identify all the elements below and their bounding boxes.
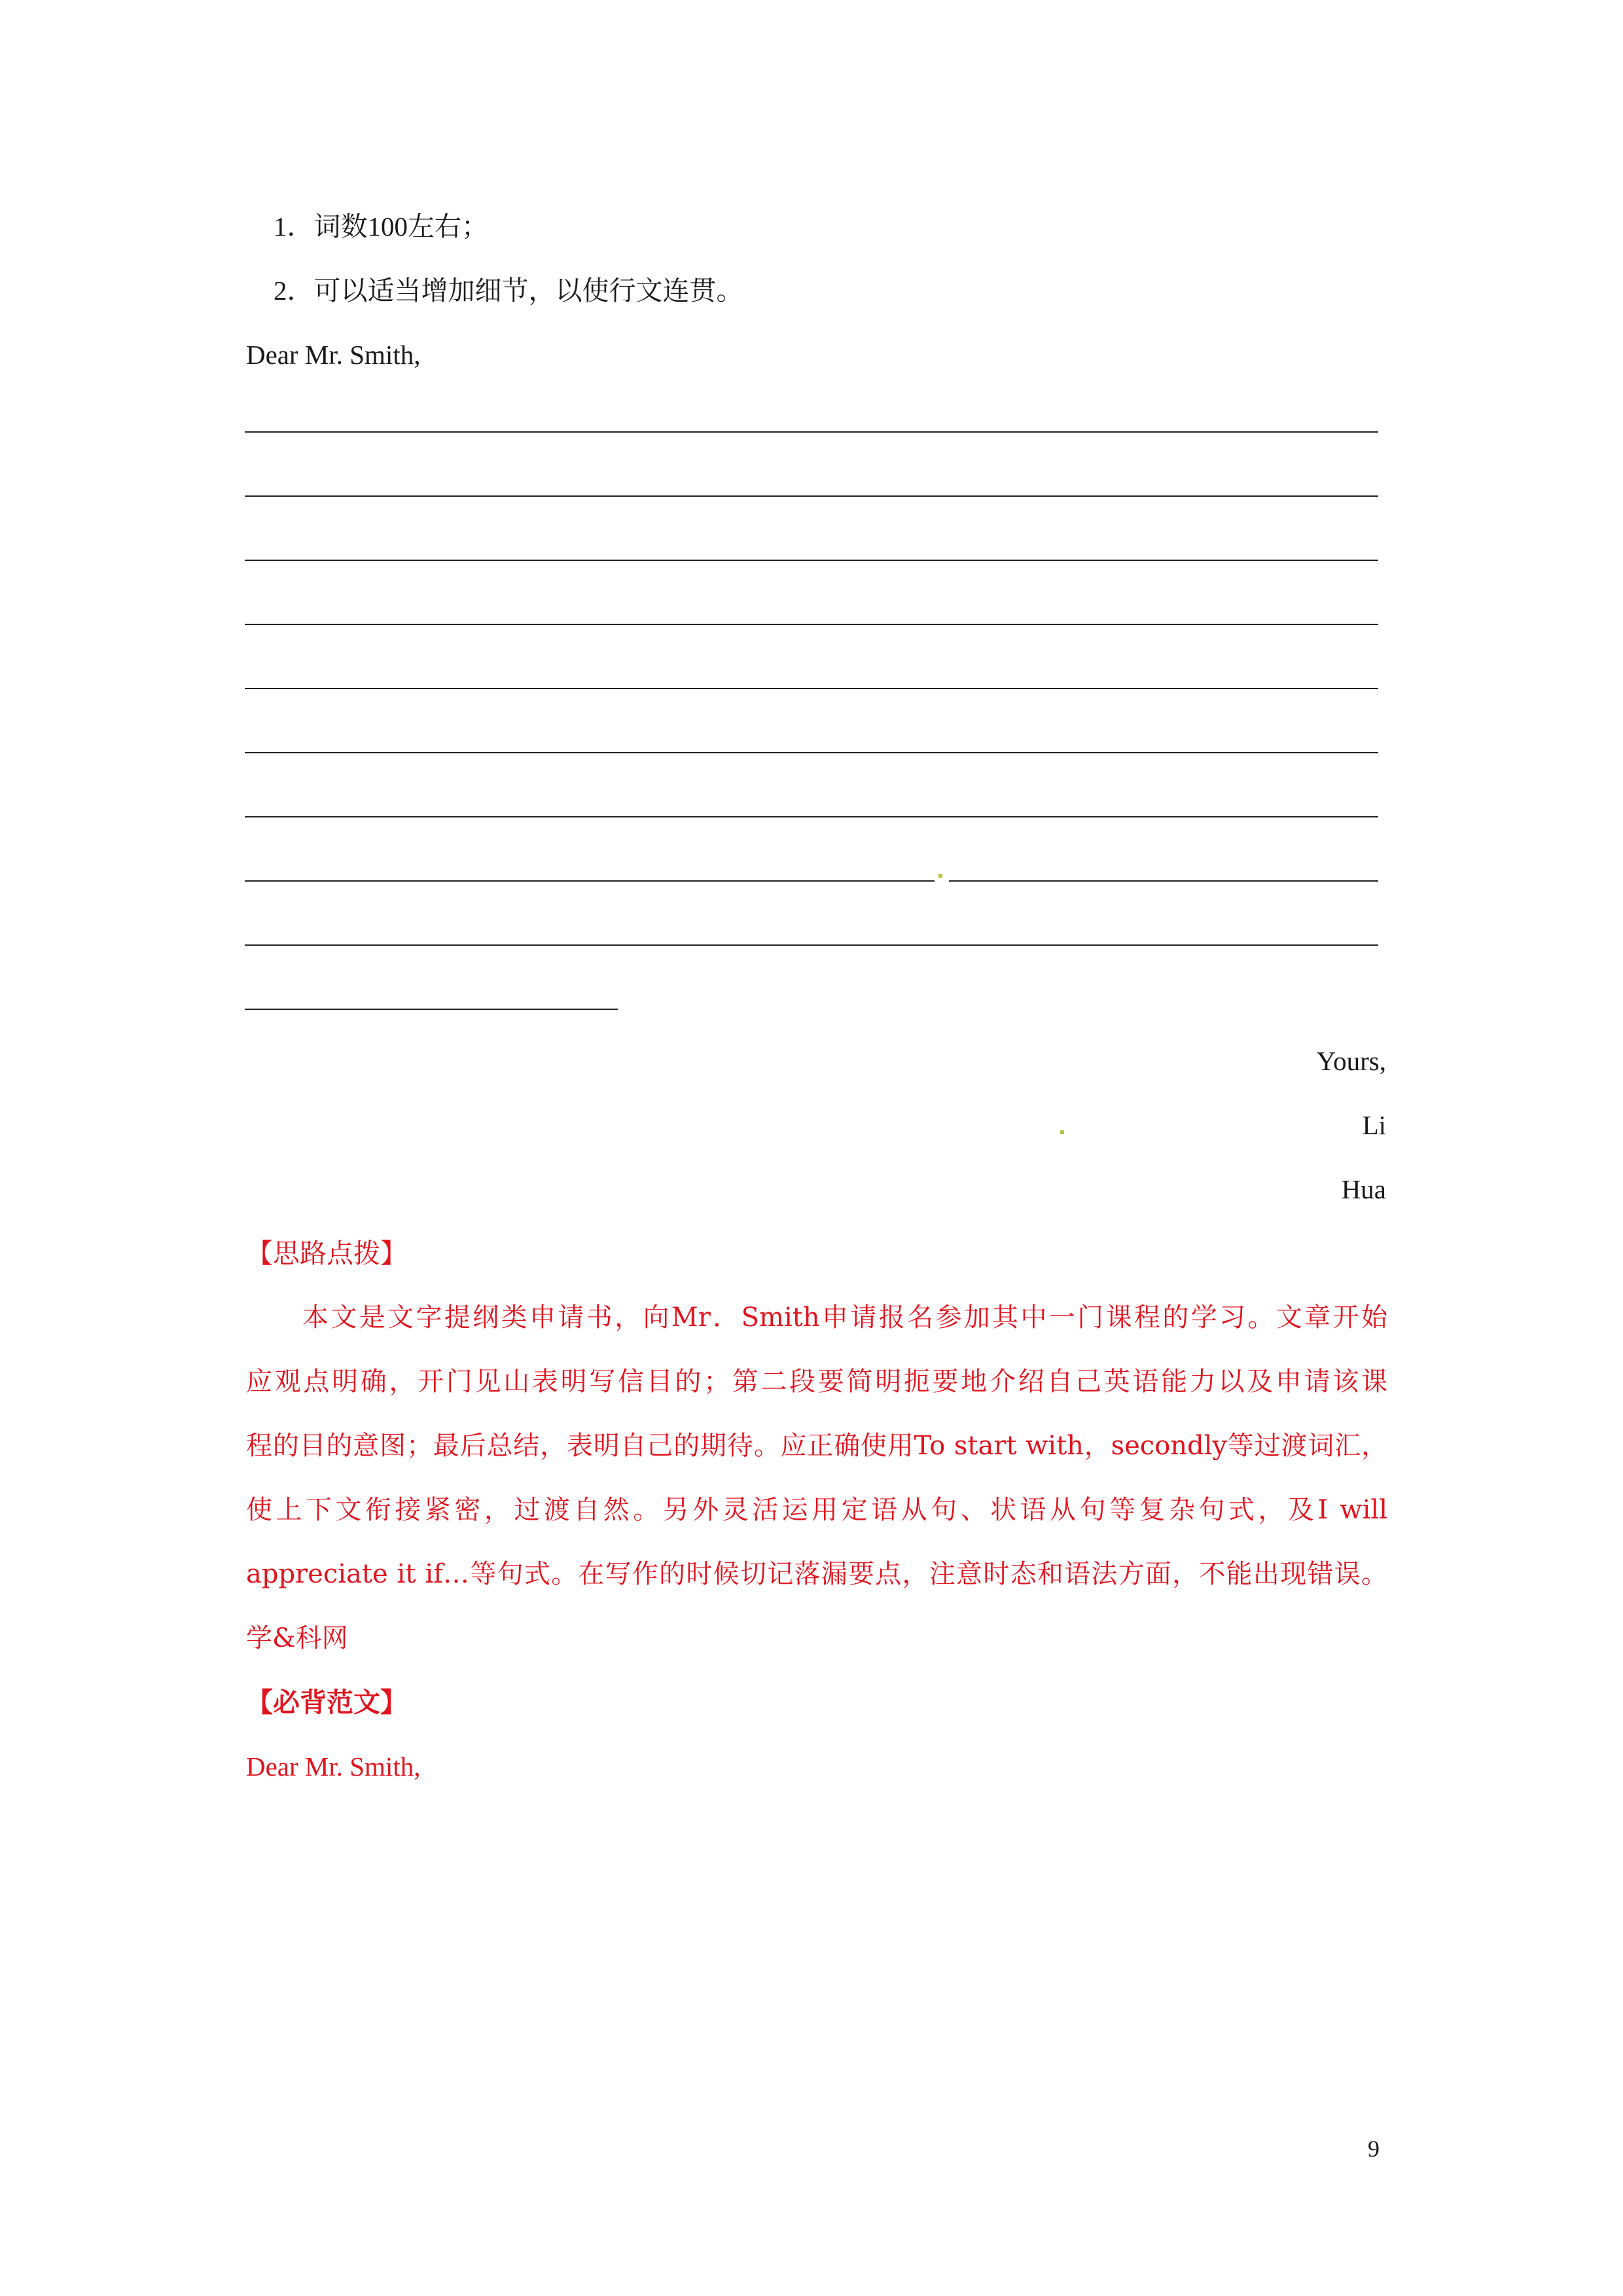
letter-signature-last: Hua (1341, 1174, 1386, 1204)
writing-blank-line (245, 431, 1378, 433)
letter-signature-first: Li (1362, 1110, 1386, 1140)
writing-blank-line (245, 495, 1378, 497)
analysis-line: 学&科网 (246, 1623, 348, 1653)
letter-closing: Yours, (1316, 1046, 1386, 1076)
writing-blank-line (245, 688, 1378, 689)
analysis-line: 程的目的意图；最后总结，表明自己的期待。应正确使用To start with，secondly等过渡词汇， (246, 1431, 1387, 1461)
writing-blank-line (245, 624, 1378, 625)
requirement-item-2: 2．可以适当增加细节，以使行文连贯。 (274, 276, 743, 306)
analysis-line: 使上下文衔接紧密，过渡自然。另外灵活运用定语从句、状语从句等复杂句式，及I will (246, 1495, 1387, 1525)
requirement-item-1: 1．词数100左右； (274, 211, 488, 242)
analysis-line: 本文是文字提纲类申请书，向Mr．Smith申请报名参加其中一门课程的学习。文章开始 (302, 1302, 1387, 1333)
writing-blank-line (245, 880, 935, 882)
page-number: 9 (1368, 2136, 1380, 2162)
letter-salutation: Dear Mr. Smith, (246, 340, 421, 370)
writing-blank-line (245, 816, 1378, 817)
writing-blank-line (245, 944, 1378, 946)
writing-blank-line (245, 752, 1378, 753)
sample-salutation: Dear Mr. Smith, (246, 1751, 421, 1782)
analysis-heading: 【思路点拨】 (246, 1238, 407, 1269)
writing-blank-line (949, 880, 1378, 882)
writing-blank-line (245, 1009, 618, 1010)
writing-blank-line (245, 560, 1378, 561)
analysis-line: appreciate it if…等句式。在写作的时候切记落漏要点，注意时态和语法方面，不能出现错误。 (246, 1559, 1387, 1589)
scan-speck (1060, 1130, 1064, 1134)
scan-speck (938, 874, 942, 878)
analysis-line: 应观点明确，开门见山表明写信目的；第二段要简明扼要地介绍自己英语能力以及申请该课 (246, 1367, 1387, 1397)
sample-heading: 【必背范文】 (246, 1687, 407, 1718)
